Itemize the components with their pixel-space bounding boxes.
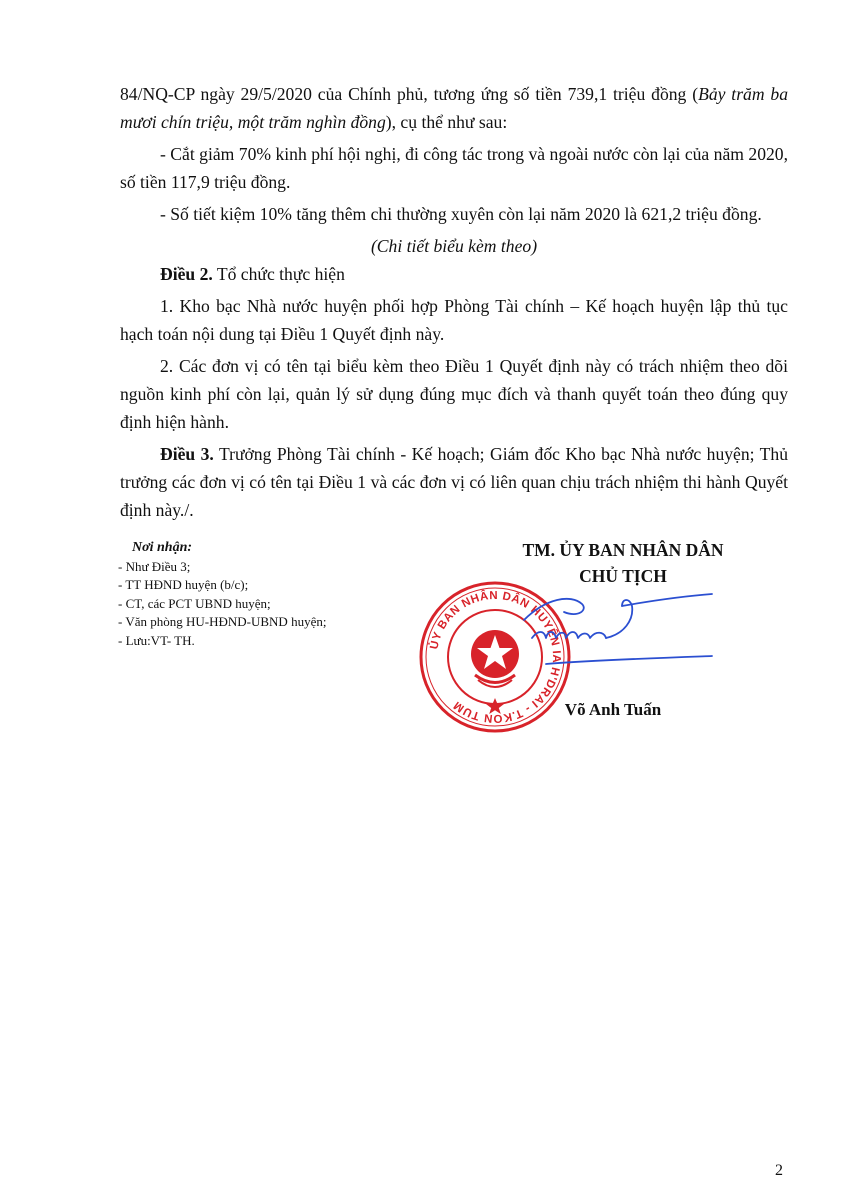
recipient-item: - CT, các PCT UBND huyện; xyxy=(118,595,271,611)
article-2-title: Tổ chức thực hiện xyxy=(212,264,345,284)
recipients-list xyxy=(118,558,418,651)
article-2-item-1: 1. Kho bạc Nhà nước huyện phối hợp Phòng Tài chính – Kế hoạch huyện lập thủ tục hạch toán nội dung tại Điều 1 Quyết định này. xyxy=(120,296,788,344)
seal-ring-text: ỦY BAN NHÂN DÂN HUYỆN IA H'DRAI - T.KON TUM xyxy=(428,589,563,725)
recipients-heading: Nơi nhận: xyxy=(132,540,193,555)
paragraph-intro xyxy=(120,80,788,136)
recipient-item: - Lưu:VT- TH. xyxy=(118,632,195,648)
signer-name: Võ Anh Tuấn xyxy=(564,700,662,719)
article-3 xyxy=(120,440,788,524)
article-2-heading xyxy=(120,260,788,288)
intro-amount-words: Bảy trăm ba mươi chín triệu, một trăm nghìn đồng xyxy=(120,84,789,132)
intro-text: 84/NQ-CP ngày 29/5/2020 của Chính phủ, tương ứng số tiền 739,1 triệu đồng ( xyxy=(120,84,699,104)
article-2-label: Điều 2. xyxy=(160,264,213,284)
attachment-note: (Chi tiết biểu kèm theo) xyxy=(370,236,538,256)
document-body xyxy=(120,80,788,524)
page-number: 2 xyxy=(775,1162,783,1179)
bullet-savings: - Số tiết kiệm 10% tăng thêm chi thường xuyên còn lại năm 2020 là 621,2 triệu đồng. xyxy=(160,204,762,224)
article-3-text: Trưởng Phòng Tài chính - Kế hoạch; Giám đốc Kho bạc Nhà nước huyện; Thủ trưởng các đơn vị có tên tại Điều 1 và các đơn vị có liên quan chịu trách nhiệm thi hành Quyết định này./. xyxy=(120,444,789,520)
recipient-item: - Như Điều 3; xyxy=(118,558,191,574)
recipient-item: - Văn phòng HU-HĐND-UBND huyện; xyxy=(118,614,327,629)
handwritten-signature-icon xyxy=(516,590,716,670)
signer-position: CHỦ TỊCH xyxy=(579,566,667,586)
recipients-block xyxy=(118,539,418,650)
article-3-label: Điều 3. xyxy=(160,444,214,464)
bullet-meeting-cut: - Cắt giảm 70% kinh phí hội nghị, đi công tác trong và ngoài nước còn lại của năm 2020, số tiền 117,9 triệu đồng. xyxy=(120,144,788,192)
intro-end: ), cụ thể như sau: xyxy=(385,112,508,132)
signer-org: TM. ỦY BAN NHÂN DÂN xyxy=(522,540,724,560)
article-2-item-2: 2. Các đơn vị có tên tại biểu kèm theo Điều 1 Quyết định này có trách nhiệm theo dõi nguồn kinh phí còn lại, quản lý sử dụng đúng mục đích và thanh quyết toán theo đúng quy định hiện hành. xyxy=(120,356,788,432)
recipient-item: - TT HĐND huyện (b/c); xyxy=(118,577,249,592)
